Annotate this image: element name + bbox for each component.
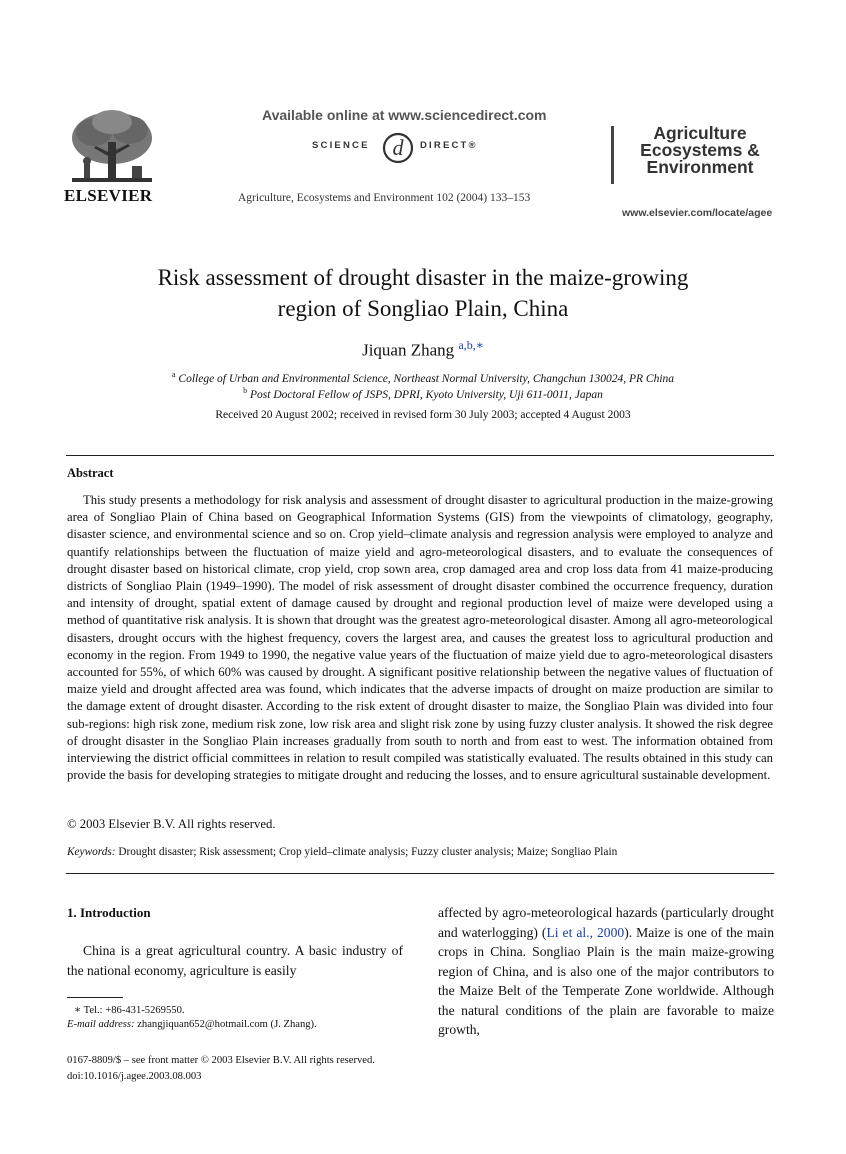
abstract-heading: Abstract [67, 466, 114, 480]
divider [66, 455, 774, 456]
affiliation-b [0, 386, 846, 401]
footnote-rule [67, 997, 123, 998]
elsevier-tree-logo [64, 108, 160, 188]
svg-text:d: d [392, 135, 404, 160]
affiliation-text: College of Urban and Environmental Science, Northeast Normal University, Changchun 130024, PR China [178, 372, 675, 385]
affiliation-text: Post Doctoral Fellow of JSPS, DPRI, Kyoto University, Uji 611-0011, Japan [250, 388, 603, 401]
email-address[interactable]: zhangjiquan652@hotmail.com (J. Zhang). [134, 1019, 317, 1030]
journal-logo-bar [611, 126, 614, 184]
author-line [0, 338, 846, 361]
intro-left-column: China is a great agricultural country. A basic industry of the national economy, agriculture is easily [67, 943, 403, 978]
footnote-tel: ∗ Tel.: +86-431-5269550. [74, 1005, 185, 1016]
received-dates: Received 20 August 2002; received in revised form 30 July 2003; accepted 4 August 2003 [215, 409, 631, 421]
keywords [67, 846, 617, 858]
author-marks[interactable]: a,b,∗ [458, 338, 484, 352]
issn-line: 0167-8809/$ – see front matter © 2003 Elsevier B.V. All rights reserved. [67, 1055, 375, 1066]
intro-text: ). Maize is one of the main crops in China. Songliao Plain is the main maize-growing region of China, and is also one of the major contributors to the Maize Belt of the Temperate Zone worldwide. Although the natural conditions of the plain are favorable to maize growth, [438, 924, 774, 1037]
affiliation-mark: a [171, 370, 176, 379]
journal-title-line: Environment [646, 157, 754, 177]
abstract-copyright: © 2003 Elsevier B.V. All rights reserved. [67, 817, 276, 831]
abstract-body: This study presents a methodology for risk analysis and assessment of drought disaster to agricultural production in the maize-growing area of Songliao Plain of China based on Geographical Information Systems (GIS) from the viewpoints of climatology, geography, disaster science, and environmental science and so on. Crop yield–climate analysis and regression analysis were employed to analyze and quantify relationships between the fluctuation of maize yield and agro-meteorological disasters, and to evaluate the consequences of drought disaster based on historical climate, crop yield, crop sown area, crop damaged area and crop loss data from 41 maize-producing districts of Songliao Plain (1949–1990). The model of risk assessment of drought disaster combined the occurrence frequency, duration and intensity of drought, spatial extent of damage caused by drought and regional production level of maize were developed using a method of quantitative risk analysis. It is shown that drought was the greatest agro-meteorological disaster. Among all agro-meteorological disasters, drought occurs with the highest frequency, covers the largest area, and causes the greatest loss to agricultural production and economy in the region. From 1949 to 1990, the negative value years of the fluctuation of maize yield due to agro-meteorological disasters accounted for 55%, of which 60% was caused by drought. A significant positive relationship between the negative values of fluctuation of maize yield and drought affected area was found, which indicates that the adverse impacts of drought on maize production are similar to the damage extent of drought disaster. According to the risk extent of drought disaster to maize, the Songliao Plain was divided into four sub-regions: high risk zone, medium risk zone, low risk area and slight risk zone by using fuzzy cluster analysis. It showed the risk degree of drought disaster in the Songliao Plain increases gradually from south to north and from east to west. The information obtained from interviewing the district official committees in relation to result compiled was statistically evaluated. The results obtained in this study can provide the basis for developing strategies to mitigate drought and reducing the losses, and to ensure agricultural sustainable development. [67, 493, 773, 783]
footnote-email [67, 1019, 317, 1030]
author-name: Jiquan Zhang [362, 340, 455, 360]
affiliation-mark: b [243, 386, 248, 395]
sciencedirect-right: DIRECT® [420, 140, 478, 151]
keywords-label: Keywords: [67, 846, 116, 858]
journal-title-line: Agriculture [653, 123, 747, 143]
doi-line[interactable]: doi:10.1016/j.agee.2003.08.003 [67, 1071, 202, 1082]
article-title [40, 262, 806, 324]
divider [66, 873, 774, 874]
section-heading: 1. Introduction [67, 905, 151, 920]
journal-url[interactable]: www.elsevier.com/locate/agee [622, 207, 773, 219]
title-line: Risk assessment of drought disaster in the maize-growing [157, 265, 689, 290]
sciencedirect-left: SCIENCE [312, 140, 370, 151]
citation-link[interactable]: Li et al., 2000 [546, 924, 625, 940]
journal-title-logo [620, 125, 780, 176]
sciencedirect-d-icon [378, 126, 418, 166]
keywords-list: Drought disaster; Risk assessment; Crop yield–climate analysis; Fuzzy cluster analysis; Maize; Songliao Plain [118, 846, 618, 858]
title-line: region of Songliao Plain, China [277, 296, 569, 321]
journal-reference: Agriculture, Ecosystems and Environment 102 (2004) 133–153 [238, 192, 531, 204]
affiliation-a [0, 370, 846, 385]
email-label: E-mail address: [67, 1019, 135, 1030]
intro-text: affected by agro-meteorological hazards (particularly drought and waterlogging) ( [438, 905, 774, 940]
available-online-text: Available online at www.sciencedirect.com [262, 107, 547, 123]
intro-right-column [438, 903, 774, 1040]
elsevier-wordmark: ELSEVIER [64, 186, 153, 205]
journal-title-line: Ecosystems & [640, 140, 760, 160]
